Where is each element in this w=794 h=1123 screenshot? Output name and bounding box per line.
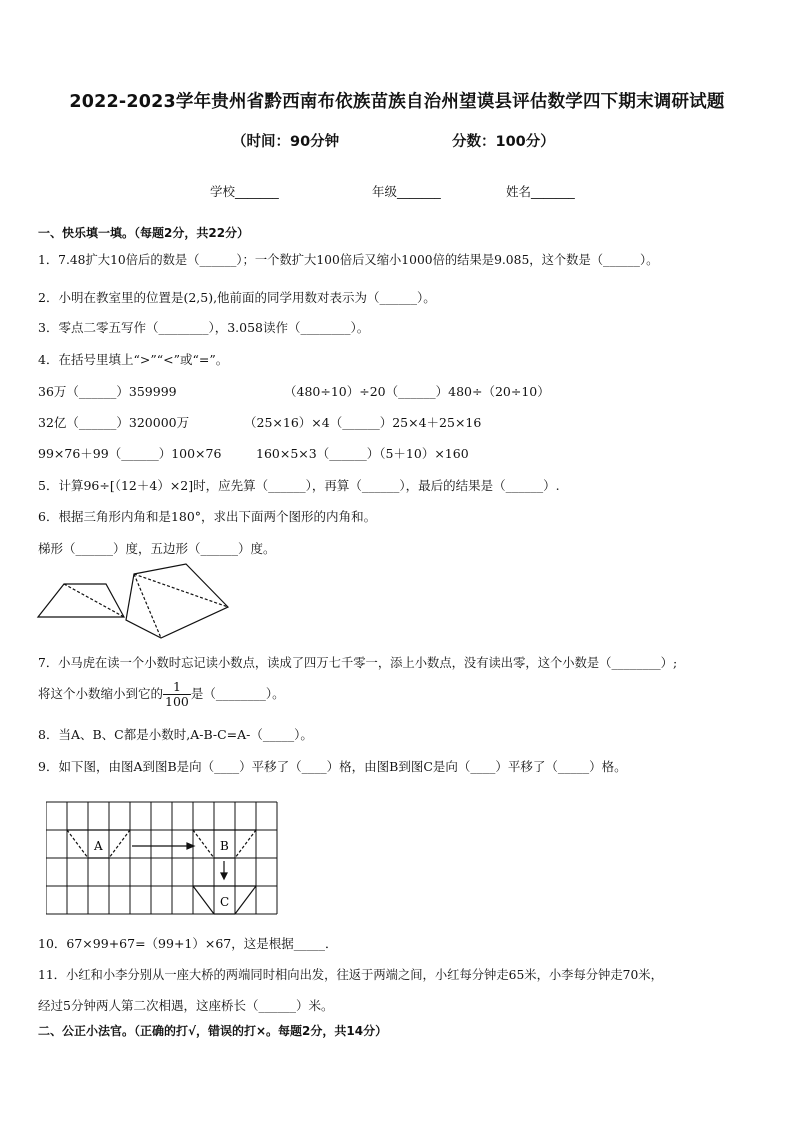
score-label: 分数：100分） (452, 134, 555, 150)
q6-figures (36, 562, 236, 642)
question-10: 10．67×99+67=（99+1）×67，这是根据_____． (38, 936, 338, 951)
translation-grid-figure (46, 800, 282, 918)
grid-lines (46, 802, 277, 914)
q4-item-1b: （480÷10）÷20（______）480÷（20÷10） (284, 384, 550, 399)
fraction-numerator: 1 (163, 680, 191, 695)
fraction-denominator: 100 (165, 693, 189, 709)
question-11-line1: 11．小红和小李分别从一座大桥的两端同时相向出发，往返于两端之间，小红每分钟走65米，小李每分钟走70米， (38, 968, 663, 982)
question-5: 5．计算96÷[（12＋4）×2]时，应先算（______），再算（______），最后的结果是（______）. (38, 478, 560, 493)
section-1-heading: 一、快乐填一填。（每题2分，共22分） (38, 226, 250, 240)
question-11-line2: 经过5分钟两人第二次相遇，这座桥长（______）米。 (38, 998, 334, 1013)
pentagon-figure (126, 564, 228, 638)
grade-field: 年级_______ (372, 184, 441, 199)
question-6: 6．根据三角形内角和是180°，求出下面两个图形的内角和。 (38, 509, 377, 524)
question-4: 4．在括号里填上“>”“<”或“=”。 (38, 352, 229, 367)
q4-item-3b: 160×5×3（______）（5＋10）×160 (256, 446, 469, 461)
question-8: 8．当A、B、C都是小数时,A-B-C=A-（_____）。 (38, 727, 313, 742)
shape-a-label: A (94, 839, 103, 853)
q4-item-2b: （25×16）×4（______）25×4＋25×16 (244, 415, 482, 430)
section-2-heading: 二、公正小法官。（正确的打√，错误的打×。每题2分，共14分） (38, 1024, 388, 1038)
arrow-a-to-b (132, 843, 194, 849)
question-2: 2．小明在教室里的位置是(2,5),他前面的同学用数对表示为（______）。 (38, 290, 436, 305)
question-3: 3．零点二零五写作（________），3.058读作（________）。 (38, 320, 370, 335)
q4-item-1a: 36万（______）359999 (38, 384, 177, 399)
question-9: 9．如下图，由图A到图B是向（____）平移了（____）格，由图B到图C是向（____）平移了（_____）格。 (38, 759, 627, 774)
question-6-answer: 梯形（______）度，五边形（______）度。 (38, 541, 276, 556)
question-1: 1．7.48扩大10倍后的数是（______）；一个数扩大100倍后又缩小1000倍的结果是9.085，这个数是（______）。 (38, 253, 659, 267)
fraction-1-100 (163, 680, 191, 709)
school-field: 学校_______ (210, 184, 279, 199)
shape-c-label: C (220, 895, 230, 909)
question-7-line1: 7．小马虎在读一个小数时忘记读小数点，读成了四万七千零一，添上小数点，没有读出零，这个小数是（________）; (38, 656, 678, 670)
question-7-line2 (38, 680, 285, 709)
q7-text-post: 是（________）。 (190, 685, 285, 701)
name-field: 姓名_______ (506, 184, 575, 199)
arrow-b-to-c (221, 861, 227, 879)
shape-b-label: B (220, 839, 229, 853)
time-label: （时间：90分钟 (232, 134, 340, 150)
q7-text-pre: 将这个小数缩小到它的 (38, 685, 164, 701)
q4-item-3a: 99×76＋99（______）100×76 (38, 446, 222, 461)
trapezoid-figure (38, 584, 124, 617)
page-title: 2022-2023学年贵州省黔西南布依族苗族自治州望谟县评估数学四下期末调研试题 (69, 92, 725, 112)
q4-item-2a: 32亿（______）320000万 (38, 415, 190, 430)
